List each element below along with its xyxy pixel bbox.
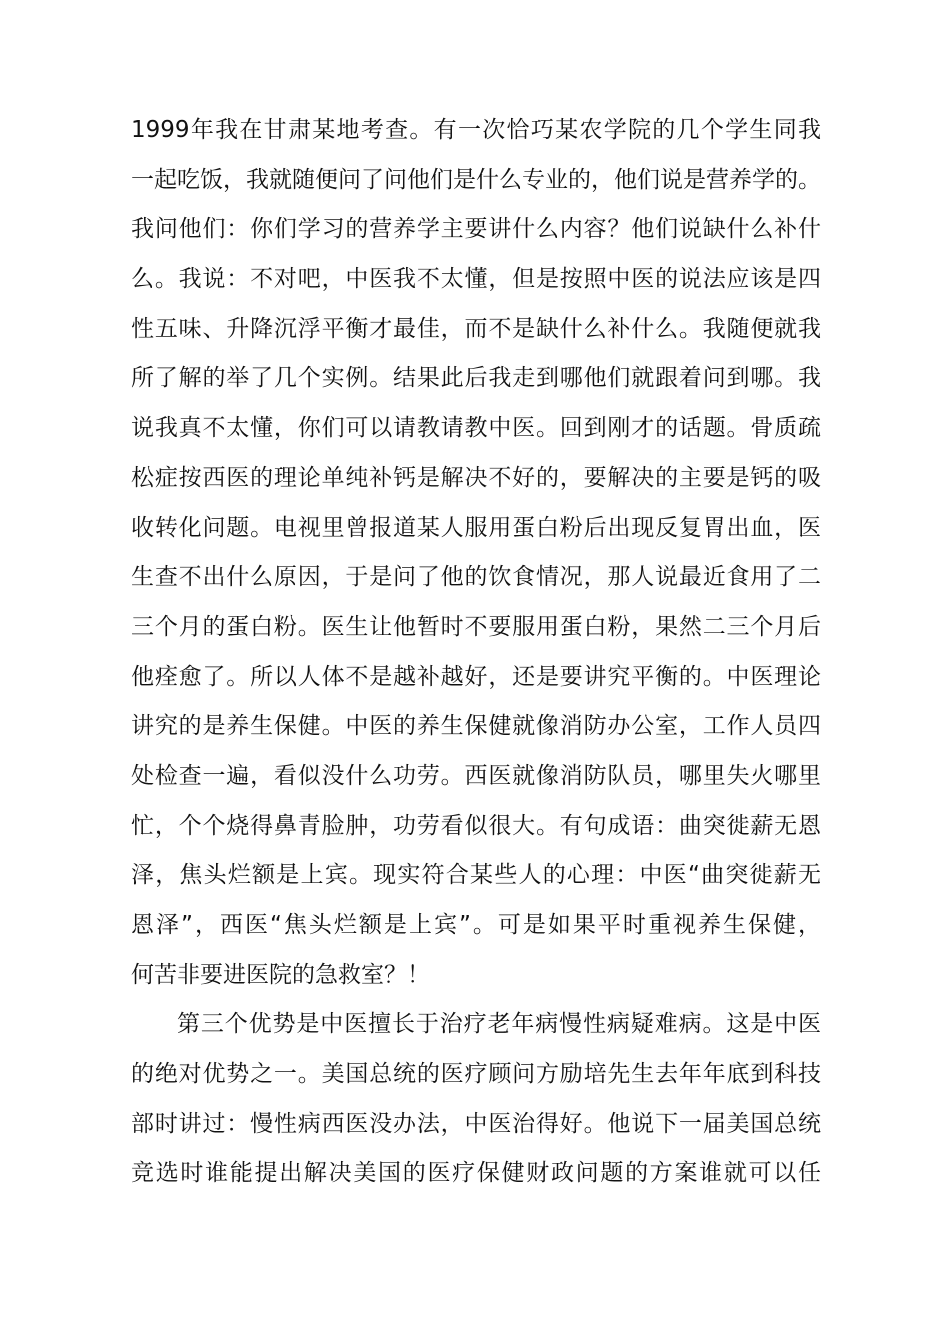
text-line: 的绝对优势之一。美国总统的医疗顾问方励培先生去年年底到科技 — [131, 1061, 821, 1088]
paragraph-2 — [131, 1000, 821, 1199]
text-line: 讲究的是养生保健。中医的养生保健就像消防办公室，工作人员四 — [131, 713, 821, 740]
text-line: 部时讲过：慢性病西医没办法，中医治得好。他说下一届美国总统 — [131, 1110, 821, 1137]
text-line: 忙，个个烧得鼻青脸肿，功劳看似很大。有句成语：曲突徙薪无恩 — [131, 812, 821, 839]
text-line: 恩泽”，西医“焦头烂额是上宾”。可是如果平时重视养生保健， — [131, 912, 821, 938]
text-line: 生查不出什么原因，于是问了他的饮食情况，那人说最近食用了二 — [131, 564, 821, 591]
text-line: 么。我说：不对吧，中医我不太懂，但是按照中医的说法应该是四 — [131, 266, 821, 293]
text-line: 1999年我在甘肃某地考查。有一次恰巧某农学院的几个学生同我 — [131, 117, 821, 143]
text-line: 第三个优势是中医擅长于治疗老年病慢性病疑难病。这是中医 — [177, 1011, 821, 1038]
text-line: 收转化问题。电视里曾报道某人服用蛋白粉后出现反复胃出血，医 — [131, 514, 821, 541]
text-line: 何苦非要进医院的急救室？！ — [131, 961, 430, 988]
paragraph-1 — [131, 106, 821, 1000]
text-line: 性五味、升降沉浮平衡才最佳，而不是缺什么补什么。我随便就我 — [131, 315, 821, 342]
text-line: 处检查一遍，看似没什么功劳。西医就像消防队员，哪里失火哪里 — [131, 762, 821, 789]
text-line: 我问他们：你们学习的营养学主要讲什么内容？他们说缺什么补什 — [131, 216, 821, 243]
text-line: 所了解的举了几个实例。结果此后我走到哪他们就跟着问到哪。我 — [131, 365, 821, 392]
text-line: 竞选时谁能提出解决美国的医疗保健财政问题的方案谁就可以任 — [131, 1160, 821, 1187]
body-text — [131, 106, 821, 1199]
text-line: 他痊愈了。所以人体不是越补越好，还是要讲究平衡的。中医理论 — [131, 663, 821, 690]
text-line: 三个月的蛋白粉。医生让他暂时不要服用蛋白粉，果然二三个月后 — [131, 613, 821, 640]
text-line: 一起吃饭，我就随便问了问他们是什么专业的，他们说是营养学的。 — [131, 166, 821, 193]
text-line: 松症按西医的理论单纯补钙是解决不好的，要解决的主要是钙的吸 — [131, 464, 821, 491]
text-line: 泽，焦头烂额是上宾。现实符合某些人的心理：中医“曲突徙薪无 — [131, 862, 821, 889]
text-line: 说我真不太懂，你们可以请教请教中医。回到刚才的话题。骨质疏 — [131, 415, 821, 442]
